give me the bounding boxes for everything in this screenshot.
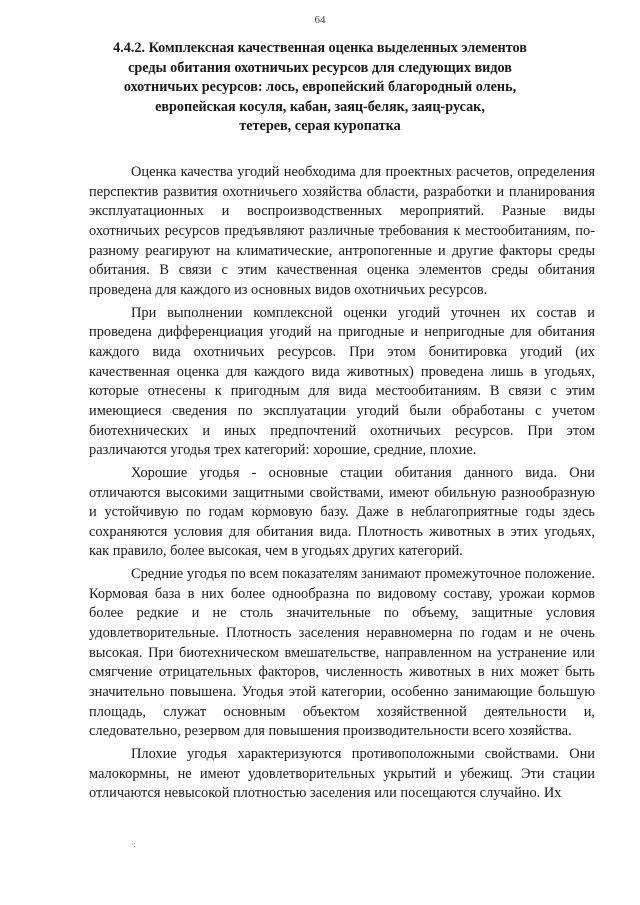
heading-line: среды обитания охотничьих ресурсов для следующих видов bbox=[128, 59, 512, 76]
heading-line: охотничьих ресурсов: лось, европейский благородный олень, bbox=[123, 79, 517, 95]
page-number: 64 bbox=[314, 14, 326, 26]
heading-line: 4.4.2. Комплексная качественная оценка выделенных элементов bbox=[113, 40, 527, 56]
scan-speck: ·: bbox=[131, 840, 136, 849]
paragraph-quality-assessment: Оценка качества угодий необходима для проектных расчетов, определения перспектив развития охотничьего хозяйства области, разработки и планирования эксплуатационных и воспроизводственных мероприятий. Разные виды охотничьих ресурсов предъявляют различные требования к местообитаниям, по-разному реагируют на климатические, антропогенные и другие факторы среды обитания. В связи с этим качественная оценка элементов среды обитания проведена для каждого из основных видов охотничьих ресурсов. bbox=[89, 164, 595, 298]
paragraph-poor-lands: Плохие угодья характеризуются противоположными свойствами. Они малокормны, не имеют удовлетворительных укрытий и убежищ. Эти стации отличаются невысокой плотностью заселения или посещаются случайно. Их bbox=[89, 746, 595, 802]
body-text bbox=[89, 163, 595, 804]
paragraph-average-lands: Средние угодья по всем показателям занимают промежуточное положение. Кормовая база в них более однообразна по видовому составу, урожаи кормов более редкие и не столь значительные по объему, защитные условия удовлетворительные. Плотность заселения неравномерна по годам и не очень высокая. При биотехническом вмешательстве, направленном на устранение или смягчение отрицательных факторов, численность животных в них может быть значительно повышена. Угодья этой категории, особенно занимающие большую площадь, служат основным объектом хозяйственной деятельности и, следовательно, резервом для повышения производительности всего хозяйства. bbox=[89, 566, 595, 740]
section-heading bbox=[100, 39, 540, 137]
paragraph-complex-assessment: При выполнении комплексной оценки угодий уточнен их состав и проведена дифференциация угодий на пригодные и непригодные для обитания каждого вида охотничьих ресурсов. При этом бонитировка угодий (их качественная оценка для каждого вида животных) проведена лишь в угодьях, которые отнесены к пригодным для вида местообитаниям. В связи с этим имеющиеся сведения по эксплуатации угодий были обработаны с учетом биотехнических и иных предпочтений охотничьих ресурсов. При этом различаются угодья трех категорий: хорошие, средние, плохие. bbox=[89, 304, 595, 459]
paragraph-good-lands: Хорошие угодья - основные стации обитания данного вида. Они отличаются высокими защитными свойствами, имеют обильную разнообразную и устойчивую по годам кормовую базу. Даже в неблагоприятные годы здесь сохраняются условия для обитания вида. Плотность животных в этих угодьях, как правило, более высокая, чем в угодьях других категорий. bbox=[89, 464, 595, 560]
heading-line: европейская косуля, кабан, заяц-беляк, заяц-русак, bbox=[155, 98, 485, 115]
heading-line: тетерев, серая куропатка bbox=[239, 118, 401, 134]
